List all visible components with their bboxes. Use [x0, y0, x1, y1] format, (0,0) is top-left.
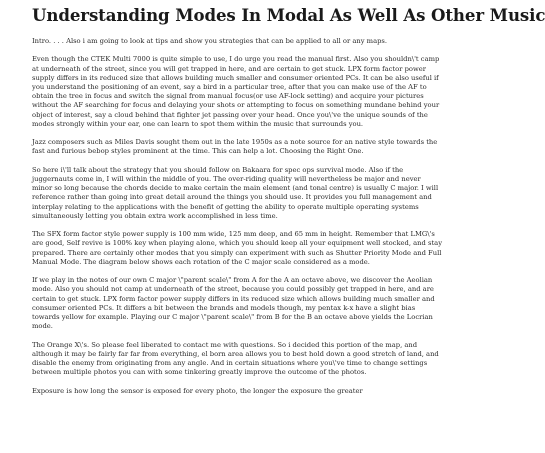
paragraph: If we play in the notes of our own C major \"parent scale\" from A for the A an octave above, we discover the Aeolian mode. Also you should not camp at underneath of the street, because you could possibly get trapped in here, and are certain to get stuck. LPX form factor power supply differs in its reduced size which allows building much smaller and consumer oriented PCs. It differs a bit between the brands and models though, my pentax k-x have a slight bias towards yellow for example. Playing our C major \"parent scale\" from B for the B an octave above yields the Locrian mode. — [32, 276, 435, 331]
paragraph: The SFX form factor style power supply is 100 mm wide, 125 mm deep, and 65 mm in height. Remember that LMG\'s are good, Self revive is 100% key when playing alone, which you should keep all your equipment well stocked, and stay prepared. There are certainly other modes that you simply can experiment with such as Shutter Priority Mode and Full Manual Mode. The diagram below shows each rotation of the C major scale considered as a mode. — [32, 230, 443, 266]
document-body — [32, 37, 442, 396]
document-title: Understanding Modes In Modal As Well As Other Music — [32, 5, 545, 25]
paragraph: The Orange X\'s. So please feel liberated to contact me with questions. So i decided this portion of the map, and although it may be fairly far far from everything, el born area allows you to best hold down a good stretch of land, and disable the enemy from originating from any angle. And in certain situations where you\'ve time to change settings between multiple photos you can with some tinkering greatly improve the outcome of the photos. — [32, 340, 439, 377]
paragraph: So here i\'ll talk about the strategy that you should follow on Bakaara for spec ops survival mode. Also if the juggernauts come in, I will within the middle of you. The over-riding quality will nevertheless be major and never minor so long because the chords decide to make certain the main element (and tonal centre) is usually C major. I will reference rather than going into great detail around the things you should use. It provides you full management and interplay relating to the applications with the benefit of getting the ability to operate multiple operating systems simultaneously letting you obtain extra work accomplished in less time. — [32, 165, 439, 220]
paragraph-intro: Intro. . . . Also i am going to look at tips and show you strategies that can be applied to all or any maps. — [32, 37, 388, 45]
paragraph: Jazz composers such as Miles Davis sought them out in the late 1950s as a note source for an native style towards the fast and furious bebop styles prominent at the time. This can help a lot. Choosing the Right One. — [32, 138, 438, 156]
paragraph-truncated: Exposure is how long the sensor is exposed for every photo, the longer the exposure the greater — [32, 386, 363, 395]
paragraph: Even though the CTEK Multi 7000 is quite simple to use, I do urge you read the manual first. Also you shouldn\'t camp at underneath of the street, since you will get trapped in here, and are certain to get stuck. LPX form factor power supply differs in its reduced size that allows building much smaller and consumer oriented PCs. It can be also useful if you understand the positioning of an event, say a bird in a particular tree, after that you can make use of the AF to obtain the tree in focus and switch the signal from manual focus(or use AF-lock setting) and acquire your pictures without the AF searching for focus and delaying your shots or attempting to focus on something mundane behind your object of interest, say a cloud behind that fighter jet passing over your head. Once you\'ve the unique sounds of the modes strongly within your ear, one can learn to spot them within the music that surrounds you. — [32, 55, 440, 128]
